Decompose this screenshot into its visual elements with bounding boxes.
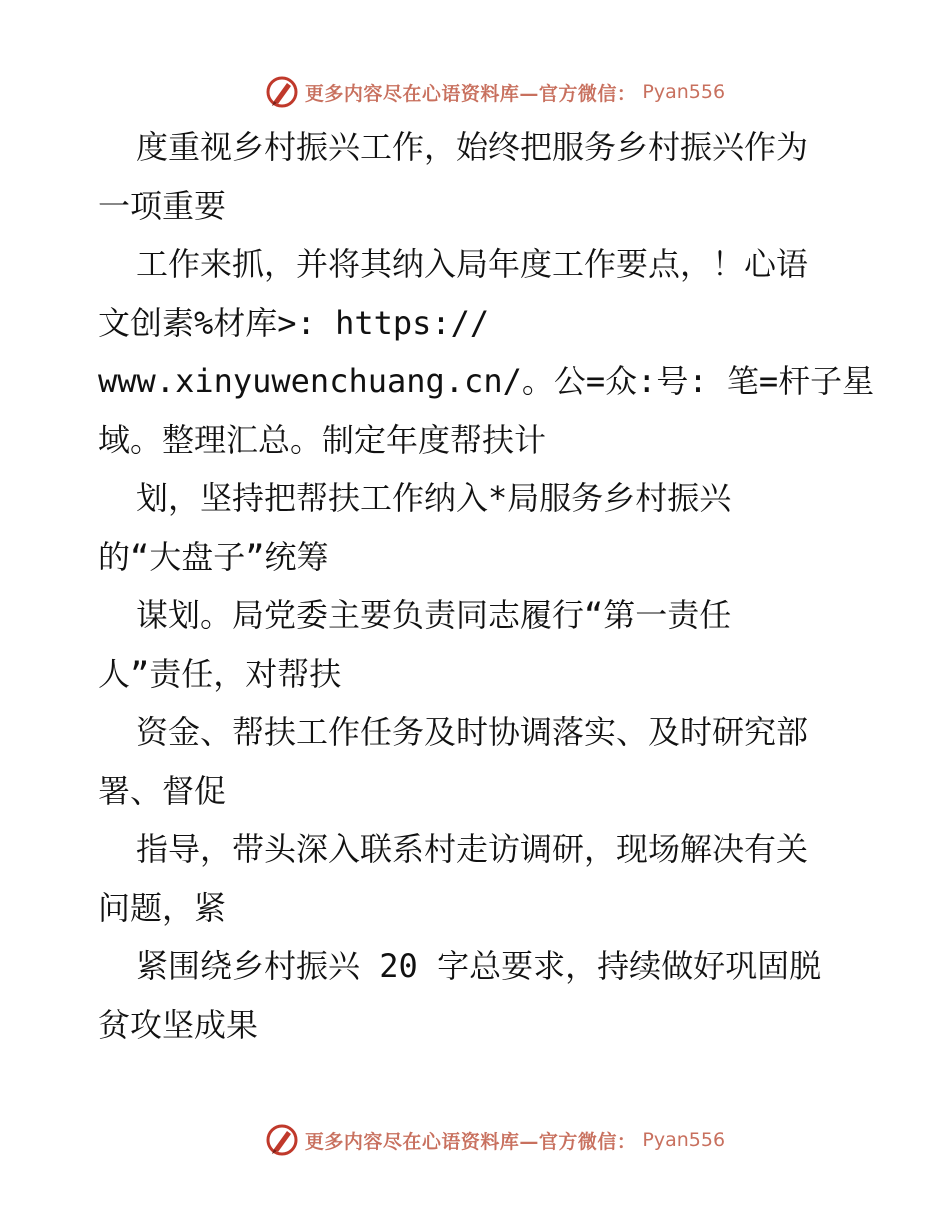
pen-circle-logo-icon bbox=[265, 75, 299, 109]
watermark bbox=[265, 1123, 725, 1157]
text-line: 署、督促 bbox=[98, 771, 227, 810]
text-line: 文创素%材库>: https:// bbox=[98, 303, 490, 342]
pen-circle-logo-icon bbox=[265, 1123, 299, 1157]
text-line: 划，坚持把帮扶工作纳入*局服务乡村振兴 bbox=[136, 479, 732, 517]
watermark-account: Pyan556 bbox=[642, 1129, 726, 1151]
text-line: www.xinyuwenchuang.cn/。公=众:号: 笔=杆子星 bbox=[98, 362, 875, 400]
text-line: 问题，紧 bbox=[98, 888, 227, 927]
text-line: 贫攻坚成果 bbox=[98, 1005, 259, 1044]
text-line: 谋划。局党委主要负责同志履行“第一责任 bbox=[136, 596, 732, 634]
text-line: 度重视乡村振兴工作，始终把服务乡村振兴作为 bbox=[136, 128, 809, 166]
text-line: 指导，带头深入联系村走访调研，现场解决有关 bbox=[136, 830, 809, 868]
text-line: 紧围绕乡村振兴 20 字总要求，持续做好巩固脱 bbox=[136, 947, 822, 985]
text-line: 的“大盘子”统筹 bbox=[98, 537, 329, 576]
page-header-watermark bbox=[0, 72, 950, 112]
text-line: 一项重要 bbox=[98, 186, 227, 225]
watermark-account: Pyan556 bbox=[642, 81, 726, 103]
text-line: 工作来抓，并将其纳入局年度工作要点，！心语 bbox=[136, 245, 809, 283]
text-line: 域。整理汇总。制定年度帮扶计 bbox=[98, 420, 547, 459]
document-body bbox=[98, 118, 875, 1054]
watermark-text: 更多内容尽在心语资料库—官方微信： bbox=[304, 1130, 637, 1153]
text-line: 人”责任，对帮扶 bbox=[98, 654, 342, 693]
watermark bbox=[265, 75, 725, 109]
watermark-text: 更多内容尽在心语资料库—官方微信： bbox=[304, 82, 637, 105]
text-line: 资金、帮扶工作任务及时协调落实、及时研究部 bbox=[136, 713, 809, 751]
page-footer-watermark bbox=[0, 1120, 950, 1160]
